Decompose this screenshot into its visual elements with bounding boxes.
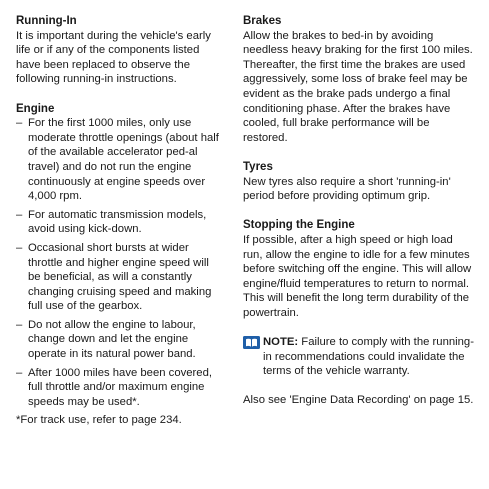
stopping-engine-heading: Stopping the Engine <box>243 219 355 232</box>
engine-list <box>16 116 221 409</box>
spacer <box>243 145 475 160</box>
track-use-footnote: *For track use, refer to page 234. <box>16 414 182 427</box>
warranty-note <box>243 335 475 379</box>
spacer <box>243 320 475 335</box>
running-in-heading: Running-In <box>16 15 77 27</box>
left-column <box>16 14 221 428</box>
spacer <box>16 87 221 102</box>
note-label: NOTE: <box>263 336 299 349</box>
engine-heading: Engine <box>16 102 55 115</box>
brakes-body: Allow the brakes to bed-in by avoiding needless heavy braking for the first 100 miles. Thereafter, the first time the brakes are used aggressively, some loss of brake feel may be evident as the brake pads undergo a final conditioning phase. After the brakes have cooled, full brake performance will be restored. <box>243 29 473 144</box>
spacer <box>243 379 475 394</box>
engine-list-item: – Do not allow the engine to labour, change down and let the engine operate in its natural power band. <box>16 318 221 362</box>
engine-list-item: – For automatic transmission models, avoid using kick-down. <box>16 208 221 237</box>
stopping-engine-body: If possible, after a high speed or high load run, allow the engine to idle for a few minutes before switching off the engine. This will allow engine/fluid temperatures to return to normal. This will benefit the long term durability of the powertrain. <box>243 233 472 319</box>
spacer <box>243 204 475 219</box>
note-text: Failure to comply with the running-in recommendations could invalidate the terms of the vehicle warranty. <box>263 336 474 378</box>
engine-list-item: – For the first 1000 miles, only use moderate throttle openings (about half of the available accelerator ped-al travel) and do not run the engine continuously at engine speeds over 4,000 rpm. <box>16 116 221 204</box>
running-in-body: It is important during the vehicle's early life or if any of the components listed have been replaced to observe the following running-in instructions. <box>16 29 211 86</box>
book-icon <box>243 336 260 349</box>
brakes-heading: Brakes <box>243 15 282 27</box>
tyres-body: New tyres also require a short 'running-in' period before providing optimum grip. <box>243 175 451 203</box>
engine-list-item: – After 1000 miles have been covered, full throttle and/or maximum engine speeds may be used*. <box>16 366 221 410</box>
right-column <box>243 14 475 408</box>
tyres-heading: Tyres <box>243 160 273 173</box>
engine-list-item: – Occasional short bursts at wider throttle and higher engine speed will be beneficial, as will a constantly changing cruising speed and making full use of the gearbox. <box>16 241 221 314</box>
see-also-reference: Also see 'Engine Data Recording' on page 15. <box>243 394 474 407</box>
